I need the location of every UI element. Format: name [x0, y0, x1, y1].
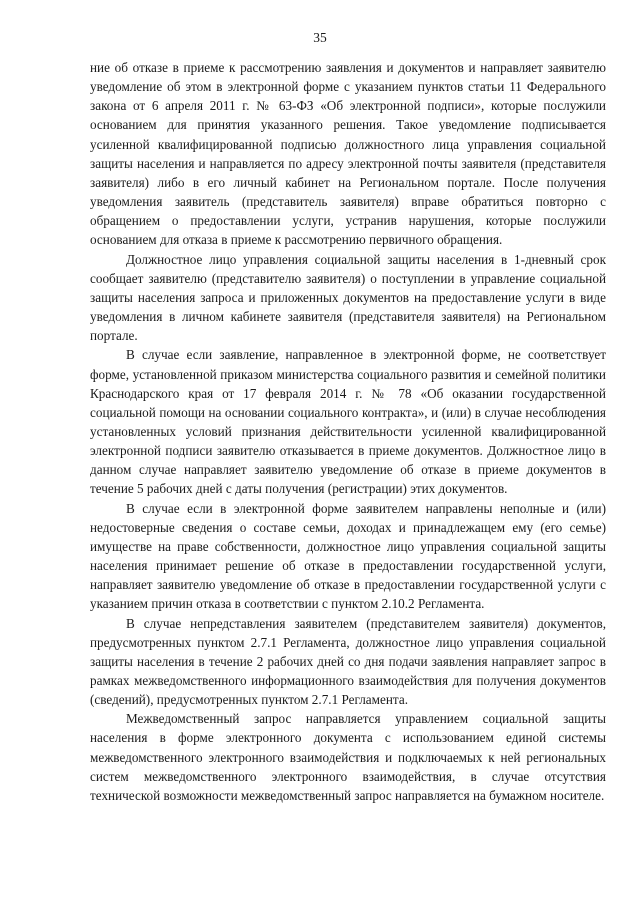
paragraph: Должностное лицо управления социальной защиты населения в 1-дневный срок сообщает заявителю (представителю заявителя) о поступлении в управление социальной защиты населения запроса и приложенных документов на предоставление услуги в виде уведомления в личном кабинете заявителя (представителя заявителя) на Региональном портале.: [90, 251, 606, 344]
paragraph: В случае непредставления заявителем (представителем заявителя) документов, предусмотренных пунктом 2.7.1 Регламента, должностное лицо управления социальной защиты населения в течение 2 рабочих дней со дня подачи заявления направляет запрос в рамках межведомственного информационного взаимодействия для получения документов (сведений), предусмотренных пунктом 2.7.1 Регламента.: [90, 615, 606, 708]
paragraph: В случае если в электронной форме заявителем направлены неполные и (или) недостоверные сведения о составе семьи, доходах и принадлежащем ему (его семье) имуществе на праве собственности, должностное лицо управления социальной защиты населения принимает решение об отказе в предоставлении государственной услуги, направляет заявителю уведомление об отказе в предоставлении государственной услуги с указанием причин отказа в соответствии с пунктом 2.10.2 Регламента.: [90, 500, 606, 612]
paragraph: Межведомственный запрос направляется управлением социальной защиты населения в форме электронного документа с использованием единой системы межведомственного электронного взаимодействия и подключаемых к ней региональных систем межведомственного электронного взаимодействия, в случае отсутствия технической возможности межведомственный запрос направляется на бумажном носителе.: [90, 711, 606, 803]
paragraph: В случае если заявление, направленное в электронной форме, не соответствует форме, установленной приказом министерства социального развития и семейной политики Краснодарского края от 17 февраля 2014 г. № 78 «Об оказании государственной социальной помощи на основании социального контракта», и (или) в случае несоблюдения установленных условий признания действительности усиленной квалифицированной электронной подписи заявителю отказывается в приеме документов. Должностное лицо в данном случае направляет заявителю уведомление об отказе в приеме документов в течение 5 рабочих дней с даты получения (регистрации) этих документов.: [90, 347, 606, 497]
paragraph: ние об отказе в приеме к рассмотрению заявления и документов и направляет заявителю уведомление об этом в электронной форме с указанием пунктов статьи 11 Федерального закона от 6 апреля 2011 г. № 63-ФЗ «Об электронной подписи», которые послужили основанием для принятия указанного решения. Такое уведомление подписывается усиленной квалифицированной подписью должностного лица управления социальной защиты населения и направляется по адресу электронной почты заявителя (представителя заявителя) либо в его личный кабинет на Региональном портале. После получения уведомления заявитель (представитель заявителя) вправе обратиться повторно с обращением о предоставлении услуги, устранив нарушения, которые послужили основанием для отказа в приеме к рассмотрению первичного обращения.: [90, 60, 606, 248]
page-number: 35: [313, 30, 327, 45]
document-body: [90, 58, 606, 805]
